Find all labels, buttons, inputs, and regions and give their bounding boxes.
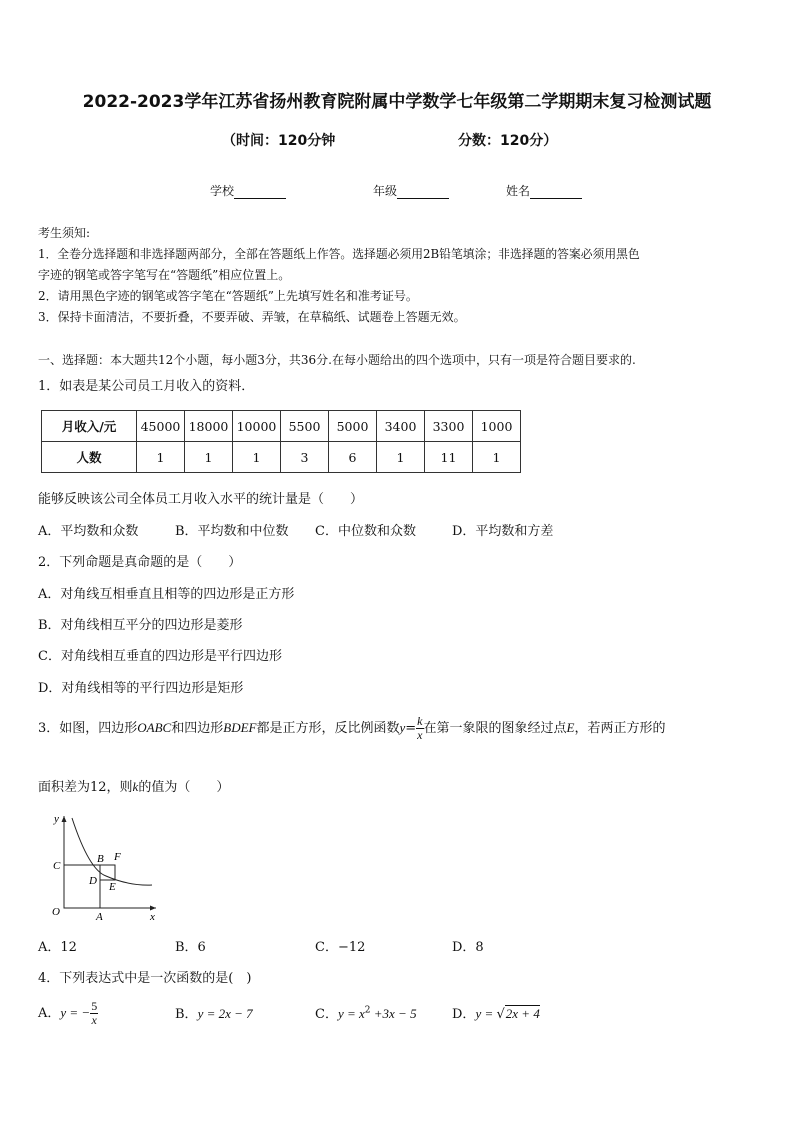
section-heading: 一、选择题：本大题共12个小题，每小题3分，共36分.在每小题给出的四个选项中，只有一项是符合题目要求的. xyxy=(38,353,636,367)
square-oabc: OABC xyxy=(137,720,172,735)
notice-heading: 考生须知: xyxy=(38,226,91,240)
exam-score: 分数：120分） xyxy=(458,133,558,149)
exam-time: （时间：120分钟 xyxy=(222,133,336,149)
q4-stem: 4．下列表达式中是一次函数的是( ) xyxy=(38,971,252,986)
income-table xyxy=(41,410,521,473)
name-label: 姓名 xyxy=(506,184,531,198)
grade-field[interactable] xyxy=(373,182,449,199)
q1-option-a[interactable]: A．平均数和众数 xyxy=(38,524,139,539)
notice-item-3: 3．保持卡面清洁，不要折叠，不要弄破、弄皱，在草稿纸、试题卷上答题无效。 xyxy=(38,310,466,324)
table-cell: 6 xyxy=(329,442,377,473)
table-cell: 1 xyxy=(137,442,185,473)
table-row xyxy=(42,411,521,442)
q4-option-b[interactable]: B．y = 2x − 7 xyxy=(175,1006,253,1022)
table-cell: 10000 xyxy=(233,411,281,442)
q3-stem-line2: 面积差为12，则k的值为（ ） xyxy=(38,779,230,795)
notice-item-2: 2．请用黑色字迹的钢笔或答字笔在“答题纸”上先填写姓名和准考证号。 xyxy=(38,289,418,303)
q1-option-c[interactable]: C．中位数和众数 xyxy=(315,524,416,539)
table-cell: 1 xyxy=(377,442,425,473)
label-e: E xyxy=(109,881,116,893)
q1-option-d[interactable]: D．平均数和方差 xyxy=(452,524,554,539)
table-cell: 3 xyxy=(281,442,329,473)
page-title: 2022-2023学年江苏省扬州教育院附属中学数学七年级第二学期期末复习检测试题 xyxy=(82,92,712,112)
hyperbola-curve xyxy=(72,818,152,885)
square-bdef: BDEF xyxy=(223,720,257,735)
label-a: A xyxy=(96,911,103,920)
k-over-x: $\frac{k}{x}$ xyxy=(417,714,423,742)
table-cell: 1 xyxy=(233,442,281,473)
grade-label: 年级 xyxy=(373,184,398,198)
q1-stem: 1．如表是某公司员工月收入的资料． xyxy=(38,379,255,394)
q3-stem-line1: 3．如图，四边形OABC和四边形BDEF都是正方形，反比例函数y= $\frac{k}{x}$ 在第一象限的图象经过点E，若两正方形的 xyxy=(38,714,666,742)
sqrt-icon: √ xyxy=(496,1007,505,1022)
table-row xyxy=(42,442,521,473)
school-field[interactable] xyxy=(210,182,286,199)
table-cell: 1 xyxy=(473,442,521,473)
name-field[interactable] xyxy=(506,182,582,199)
q4-option-d[interactable]: D．y = √2x + 4 xyxy=(452,1006,540,1022)
label-f: F xyxy=(114,851,121,863)
five-over-x: $\frac{5}{x}$ xyxy=(91,999,98,1027)
label-x: x xyxy=(150,911,155,920)
label-y: y xyxy=(54,813,59,825)
q2-option-d[interactable]: D．对角线相等的平行四边形是矩形 xyxy=(38,681,244,696)
label-b: B xyxy=(97,853,104,865)
q2-stem: 2．下列命题是真命题的是（ ） xyxy=(38,555,242,570)
table-cell: 5500 xyxy=(281,411,329,442)
table-header: 月收入/元 xyxy=(42,411,137,442)
square-bdef-shape xyxy=(100,865,115,880)
table-cell: 45000 xyxy=(137,411,185,442)
q1-option-b[interactable]: B．平均数和中位数 xyxy=(175,524,289,539)
q4-option-a[interactable]: A．y = − $\frac{5}{x}$ xyxy=(38,999,98,1027)
table-cell: 3400 xyxy=(377,411,425,442)
q2-option-a[interactable]: A．对角线互相垂直且相等的四边形是正方形 xyxy=(38,587,295,602)
q4-option-c[interactable]: C．$y = x^2 +3x - 5$ xyxy=(315,1005,417,1022)
label-o: O xyxy=(52,906,60,918)
q3-option-b[interactable]: B．6 xyxy=(175,940,206,955)
table-header: 人数 xyxy=(42,442,137,473)
q2-option-c[interactable]: C．对角线相互垂直的四边形是平行四边形 xyxy=(38,649,282,664)
label-d: D xyxy=(89,875,97,887)
x-axis-arrow xyxy=(150,906,156,911)
table-cell: 5000 xyxy=(329,411,377,442)
q3-figure xyxy=(44,810,164,920)
q1-question: 能够反映该公司全体员工月收入水平的统计量是（ ） xyxy=(38,492,364,507)
table-cell: 1000 xyxy=(473,411,521,442)
school-label: 学校 xyxy=(210,184,235,198)
table-cell: 11 xyxy=(425,442,473,473)
notice-item-1b: 字迹的钢笔或答字笔写在“答题纸”相应位置上。 xyxy=(38,268,291,282)
table-cell: 1 xyxy=(185,442,233,473)
q3-option-a[interactable]: A．12 xyxy=(38,940,77,955)
y-axis-arrow xyxy=(62,816,67,822)
label-c: C xyxy=(53,860,61,872)
q2-option-b[interactable]: B．对角线相互平分的四边形是菱形 xyxy=(38,618,243,633)
q3-option-d[interactable]: D．8 xyxy=(452,940,484,955)
notice-item-1a: 1．全卷分选择题和非选择题两部分，全部在答题纸上作答。选择题必须用2B铅笔填涂；非选择题的答案必须用黑色 xyxy=(38,247,640,261)
q3-option-c[interactable]: C．−12 xyxy=(315,940,366,955)
table-cell: 3300 xyxy=(425,411,473,442)
table-cell: 18000 xyxy=(185,411,233,442)
